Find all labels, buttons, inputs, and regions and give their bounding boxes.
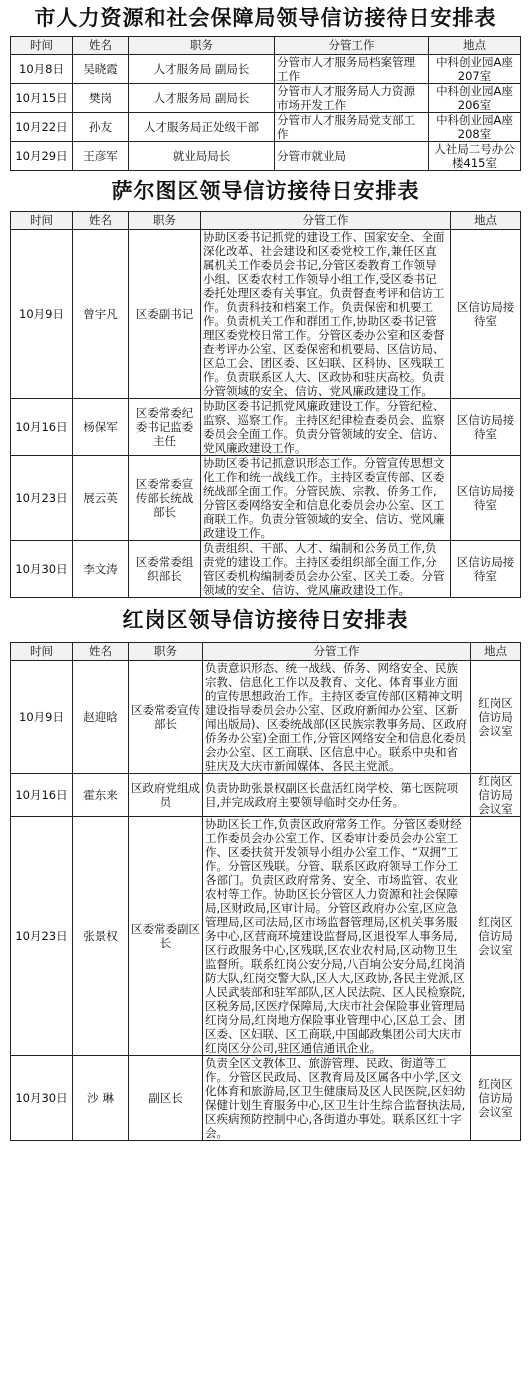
cell-title: 副区长 — [129, 1056, 203, 1141]
cell-location: 红岗区信访局会议室 — [471, 661, 521, 774]
cell-duties: 负责组织、干部、人才、编制和公务员工作,负责党的建设工作。主持区委组织部全面工作,分管区委机构编制委员会办公室、区关工委。分管领域的安全、信访、党风廉政建设工作。 — [201, 541, 451, 598]
header-duties: 分管工作 — [203, 643, 471, 661]
cell-duties: 负责全区文教体卫、旅游管理、民政、街道等工作。分管区民政局、区教育局及区属各中小学,区文化体育和旅游局,区卫生健康局及区人民医院,区妇幼保健计划生育服务中心,区卫生计生综合监督执法局,区疾病预防控制中心,各街道办事处。联系区红十字会。 — [203, 1056, 471, 1141]
cell-name: 王彦军 — [73, 142, 129, 171]
cell-title: 区委常委宣传部长统战部长 — [129, 456, 201, 541]
cell-location: 区信访局接待室 — [451, 230, 521, 399]
table-header-row — [11, 212, 521, 230]
cell-location: 红岗区信访局会议室 — [471, 774, 521, 817]
cell-date: 10月16日 — [11, 399, 73, 456]
cell-name: 杨保军 — [73, 399, 129, 456]
cell-name: 曾宇凡 — [73, 230, 129, 399]
cell-date: 10月30日 — [11, 541, 73, 598]
cell-duties: 协助区委书记抓党风廉政建设工作。分管纪检、监察、巡察工作。主持区纪律检查委员会、监察委员会全面工作。负责分管领域的安全、信访、党风廉政建设工作。 — [201, 399, 451, 456]
table-row — [11, 55, 521, 84]
table-row — [11, 399, 521, 456]
cell-title: 就业局局长 — [129, 142, 275, 171]
cell-title: 区委常委组织部长 — [129, 541, 201, 598]
cell-duties: 负责协助张景权副区长盘活红岗学校、第七医院项目,并完成政府主要领导临时交办任务。 — [203, 774, 471, 817]
cell-title: 人才服务局正处级干部 — [129, 113, 275, 142]
header-location: 地点 — [429, 37, 521, 55]
cell-date: 10月29日 — [11, 142, 73, 171]
cell-location: 中科创业园A座206室 — [429, 84, 521, 113]
cell-duties: 分管市人才服务局人力资源市场开发工作 — [275, 84, 429, 113]
cell-title: 人才服务局 副局长 — [129, 84, 275, 113]
cell-date: 10月8日 — [11, 55, 73, 84]
header-title: 职务 — [129, 643, 203, 661]
table-row — [11, 142, 521, 171]
cell-location: 区信访局接待室 — [451, 541, 521, 598]
cell-title: 区委常委宣传部长 — [129, 661, 203, 774]
cell-duties: 协助区委书记抓意识形态工作。分管宣传思想文化工作和统一战线工作。主持区委宣传部、区委统战部全面工作。分管民族、宗教、侨务工作,分管区委网络安全和信息化委员会办公室、区工商联工作。负责分管领域的安全、信访、党风廉政建设工作。 — [201, 456, 451, 541]
cell-name: 张景权 — [73, 817, 129, 1056]
cell-name: 赵迎晗 — [73, 661, 129, 774]
header-name: 姓名 — [73, 212, 129, 230]
cell-location: 中科创业园A座208室 — [429, 113, 521, 142]
table-row — [11, 774, 521, 817]
cell-date: 10月16日 — [11, 774, 73, 817]
cell-duties: 协助区委书记抓党的建设工作、国家安全、全面深化改革、社会建设和区委党校工作,兼任区直属机关工作委员会书记,分管区委教育工作领导小组、区委农村工作领导小组工作,受区委书记委托处理区委有关事宜。负责督查考评和信访工作。负责科技和档案工作。负责保密和机要工作。负责机关工作和群团工作,协助区委书记管理区委党校日常工作。分管区委办公室和区委督查考评办公室、区委保密和机要局、区信访局、区总工会、团区委、区妇联、区科协、区残联工作。负责联系区人大、区政协和驻庆高校。负责分管领域的安全、信访、党风廉政建设工作。 — [201, 230, 451, 399]
cell-name: 霍东来 — [73, 774, 129, 817]
table-header-row — [11, 643, 521, 661]
header-duties: 分管工作 — [275, 37, 429, 55]
table-row — [11, 541, 521, 598]
cell-location: 红岗区信访局会议室 — [471, 817, 521, 1056]
cell-name: 吴晓霞 — [73, 55, 129, 84]
cell-title: 人才服务局 副局长 — [129, 55, 275, 84]
cell-duties: 负责意识形态、统一战线、侨务、网络安全、民族宗教、信息化工作以及教育、文化、体育事业方面的宣传思想政治工作。主持区委宣传部(区精神文明建设指导委员会办公室、区政府新闻办公室、区新闻出版局)、区委统战部(区民族宗教事务局、区政府侨务办公室)全面工作,分管区网络安全和信息化委员会办公室、区工商联、区信息中心。联系中央和省驻庆及大庆市新闻媒体、各民主党派。 — [203, 661, 471, 774]
cell-date: 10月15日 — [11, 84, 73, 113]
cell-duties: 协助区长工作,负责区政府常务工作。分管区委财经工作委员会办公室工作、区委审计委员会办公室工作、区委扶贫开发领导小组办公室工作、“双拥”工作。分管区残联。分管、联系区政府领导工作分工各部门。负责区政府常务、安全、市场监管、农业农村等工作。协助区长分管区人力资源和社会保障局,区财政局,区审计局。分管区政府办公室,区应急管理局,区司法局,区市场监督管理局,区机关事务服务中心,区营商环境建设监督局,区退役军人事务局,区行政服务中心,区残联,区农业农村局,区动物卫生监督所。联系红岗公安分局,八百垧公安分局,红岗消防大队,红岗交警大队,区人大,区政协,各民主党派,区人民武装部和驻军部队,区人民法院、区人民检察院,区税务局,区医疗保障局,大庆市社会保险事业管理局红岗分局,红岗地方保险事业管理中心,区总工会、团区委、区妇联、区工商联,中国邮政集团公司大庆市红岗区分公司,驻区通信通讯企业。 — [203, 817, 471, 1056]
schedule-table — [10, 36, 521, 171]
cell-date: 10月9日 — [11, 661, 73, 774]
cell-duties: 分管市就业局 — [275, 142, 429, 171]
cell-location: 区信访局接待室 — [451, 399, 521, 456]
table-row — [11, 817, 521, 1056]
table-row — [11, 1056, 521, 1141]
header-date: 时间 — [11, 212, 73, 230]
section-title: 红岗区领导信访接待日安排表 — [122, 608, 409, 632]
cell-date: 10月23日 — [11, 817, 73, 1056]
table-row — [11, 84, 521, 113]
header-duties: 分管工作 — [201, 212, 451, 230]
cell-location: 区信访局接待室 — [451, 456, 521, 541]
cell-name: 孙友 — [73, 113, 129, 142]
table-row — [11, 456, 521, 541]
table-row — [11, 230, 521, 399]
cell-title: 区政府党组成员 — [129, 774, 203, 817]
table-row — [11, 661, 521, 774]
cell-location: 中科创业园A座207室 — [429, 55, 521, 84]
cell-title: 区委常委副区长 — [129, 817, 203, 1056]
table-header-row — [11, 37, 521, 55]
cell-title: 区委副书记 — [129, 230, 201, 399]
header-name: 姓名 — [73, 643, 129, 661]
header-name: 姓名 — [73, 37, 129, 55]
header-title: 职务 — [129, 37, 275, 55]
cell-name: 展云英 — [73, 456, 129, 541]
header-location: 地点 — [471, 643, 521, 661]
cell-location: 人社局二号办公楼415室 — [429, 142, 521, 171]
section-title: 市人力资源和社会保障局领导信访接待日安排表 — [34, 6, 497, 30]
cell-date: 10月9日 — [11, 230, 73, 399]
header-date: 时间 — [11, 37, 73, 55]
table-row — [11, 113, 521, 142]
schedule-table — [10, 642, 521, 1141]
header-title: 职务 — [129, 212, 201, 230]
cell-date: 10月22日 — [11, 113, 73, 142]
cell-date: 10月30日 — [11, 1056, 73, 1141]
header-location: 地点 — [451, 212, 521, 230]
cell-name: 樊岗 — [73, 84, 129, 113]
cell-name: 沙 琳 — [73, 1056, 129, 1141]
cell-date: 10月23日 — [11, 456, 73, 541]
cell-duties: 分管市人才服务局党支部工作 — [275, 113, 429, 142]
header-date: 时间 — [11, 643, 73, 661]
section-title: 萨尔图区领导信访接待日安排表 — [111, 179, 420, 203]
cell-duties: 分管市人才服务局档案管理工作 — [275, 55, 429, 84]
cell-location: 红岗区信访局会议室 — [471, 1056, 521, 1141]
cell-name: 李文涛 — [73, 541, 129, 598]
cell-title: 区委常委纪委书记监委主任 — [129, 399, 201, 456]
schedule-table — [10, 211, 521, 598]
